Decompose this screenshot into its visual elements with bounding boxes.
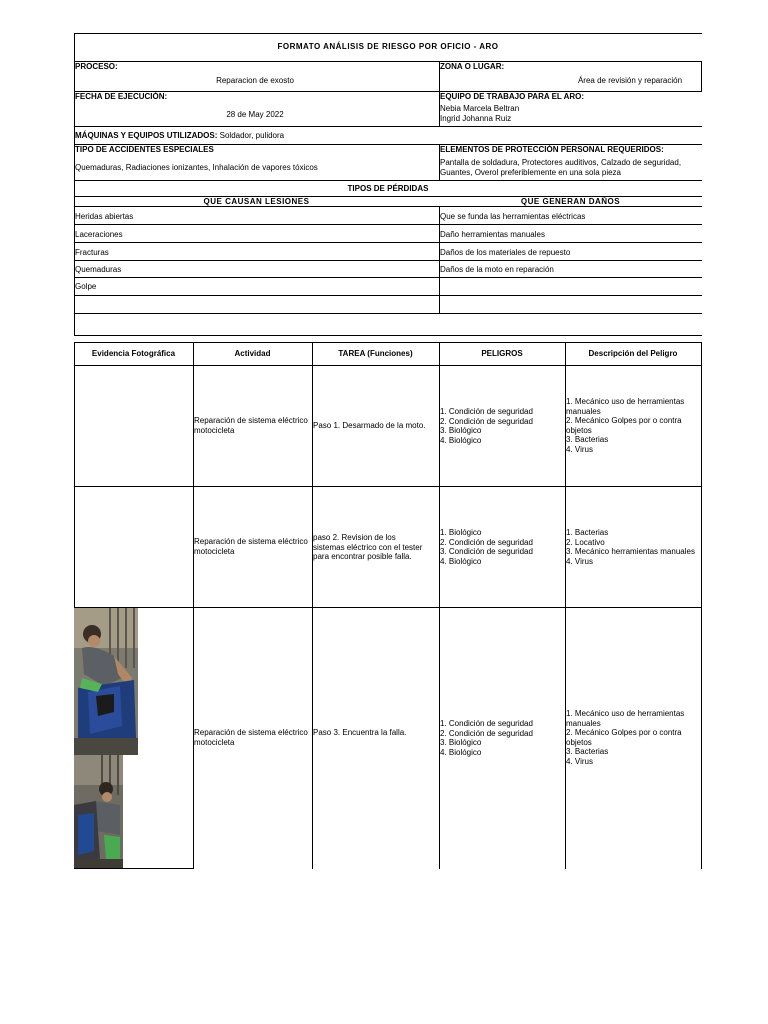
- border: [74, 868, 194, 869]
- peligros-cell: [440, 528, 564, 566]
- lesion-item: Laceraciones: [75, 230, 123, 239]
- peligro-item: 2. Condición de seguridad: [440, 537, 533, 547]
- peligro-item: 1. Condición de seguridad: [440, 407, 533, 416]
- accidentes-label: TIPO DE ACCIDENTES ESPECIALES: [75, 145, 214, 154]
- descripcion-cell: [566, 709, 700, 766]
- equipo-member: Ingrid Johanna Ruiz: [440, 114, 512, 123]
- border: [74, 365, 702, 366]
- evidence-photo: [74, 608, 138, 755]
- maquinas-row: [75, 131, 284, 140]
- dano-item: Daños de la moto en reparación: [440, 265, 554, 274]
- actividad-cell: Reparación de sistema eléctrico motocicleta: [194, 416, 308, 435]
- header-peligros: PELIGROS: [481, 349, 523, 358]
- peligros-cell: [440, 407, 564, 445]
- peligro-item: 4. Biológico: [440, 556, 482, 566]
- border: [74, 260, 702, 261]
- descripcion-item: 3. Bacterias: [566, 747, 609, 756]
- descripcion-cell: [566, 528, 701, 566]
- zona-label: ZONA O LUGAR:: [440, 62, 505, 71]
- perdidas-title: TIPOS DE PÉRDIDAS: [347, 184, 429, 193]
- descripcion-item: 2. Locativo: [566, 537, 605, 547]
- descripcion-item: 4. Virus: [566, 444, 593, 454]
- descripcion-item: 1. Bacterias: [566, 528, 609, 537]
- border: [74, 206, 702, 207]
- form-title: FORMATO ANÁLISIS DE RIESGO POR OFICIO - ARO: [277, 42, 499, 51]
- border: [74, 180, 702, 181]
- border: [701, 61, 702, 91]
- border: [74, 335, 702, 336]
- descripcion-item: 2. Mecánico Golpes por o contra objetos: [566, 416, 682, 435]
- border: [701, 342, 702, 869]
- maquinas-label: MÁQUINAS Y EQUIPOS UTILIZADOS:: [75, 131, 218, 140]
- dano-item: Daños de los materiales de repuesto: [440, 248, 571, 257]
- border: [74, 607, 702, 608]
- lesion-item: Heridas abiertas: [75, 212, 134, 221]
- actividad-cell: Reparación de sistema eléctrico motocicleta: [194, 537, 308, 556]
- descripcion-item: 3. Mecánico herramientas manuales: [566, 547, 695, 556]
- tarea-cell: Paso 1. Desarmado de la moto.: [313, 421, 426, 430]
- zona-value: Área de revisión y reparación: [577, 76, 683, 85]
- equipo-label: EQUIPO DE TRABAJO PARA EL ARO:: [440, 92, 585, 101]
- header-actividad: Actividad: [234, 349, 271, 358]
- border: [74, 313, 702, 314]
- border: [74, 126, 702, 127]
- peligro-item: 4. Biológico: [440, 435, 482, 445]
- header-evidencia: Evidencia Fotográfica: [91, 349, 176, 358]
- lesiones-header: QUE CAUSAN LESIONES: [203, 197, 310, 206]
- peligro-item: 4. Biológico: [440, 747, 482, 757]
- descripcion-item: 1. Mecánico uso de herramientas manuales: [566, 397, 685, 416]
- border: [74, 91, 702, 92]
- actividad-cell: Reparación de sistema eléctrico motocicleta: [194, 728, 308, 747]
- header-descripcion: Descripción del Peligro: [588, 349, 678, 358]
- evidence-photo: [74, 755, 123, 868]
- danos-header: QUE GENERAN DAÑOS: [520, 197, 621, 206]
- border: [74, 242, 702, 243]
- peligro-item: 2. Condición de seguridad: [440, 416, 533, 426]
- lesion-item: Fracturas: [75, 248, 109, 257]
- header-tarea: TAREA (Funciones): [338, 349, 413, 358]
- descripcion-item: 1. Mecánico uso de herramientas manuales: [566, 709, 685, 728]
- border: [74, 277, 702, 278]
- lesion-item: Quemaduras: [75, 265, 122, 274]
- epp-label: ELEMENTOS DE PROTECCIÓN PERSONAL REQUERIDOS:: [440, 145, 664, 154]
- peligro-item: 3. Biológico: [440, 738, 482, 747]
- descripcion-item: 2. Mecánico Golpes por o contra objetos: [566, 728, 682, 747]
- fecha-label: FECHA DE EJECUCIÓN:: [75, 92, 168, 101]
- accidentes-value: Quemaduras, Radiaciones ionizantes, Inhalación de vapores tóxicos: [75, 163, 318, 172]
- border: [74, 61, 702, 62]
- lesion-item: Golpe: [75, 282, 97, 291]
- border: [74, 486, 702, 487]
- peligro-item: 1. Condición de seguridad: [440, 719, 533, 728]
- fecha-value: 28 de May 2022: [226, 110, 284, 119]
- descripcion-item: 4. Virus: [566, 756, 593, 766]
- epp-value: Pantalla de soldadura, Protectores auditivos, Calzado de seguridad, Guantes, Overol preferiblemente en una sola pieza: [440, 158, 682, 177]
- border: [74, 342, 702, 343]
- peligros-cell: [440, 719, 564, 757]
- peligro-item: 2. Condición de seguridad: [440, 728, 533, 738]
- border: [74, 33, 702, 34]
- tarea-cell: paso 2. Revision de los sistemas eléctrico con el tester para encontrar posible falla.: [313, 533, 423, 561]
- peligro-item: 3. Biológico: [440, 426, 482, 435]
- peligro-item: 3. Condición de seguridad: [440, 547, 533, 556]
- border: [74, 295, 702, 296]
- dano-item: Daño herramientas manuales: [440, 230, 545, 239]
- border: [74, 224, 702, 225]
- proceso-value: Reparacion de exosto: [216, 76, 294, 85]
- tarea-cell: Paso 3. Encuentra la falla.: [313, 728, 407, 737]
- peligro-item: 1. Biológico: [440, 528, 482, 537]
- descripcion-item: 3. Bacterias: [566, 435, 609, 444]
- descripcion-cell: [566, 397, 700, 454]
- maquinas-value: Soldador, pulidora: [219, 131, 285, 140]
- dano-item: Que se funda las herramientas eléctricas: [440, 212, 586, 221]
- descripcion-item: 4. Virus: [566, 556, 593, 566]
- mechanic-photo-icon: [74, 608, 138, 755]
- equipo-member: Nebia Marcela Beltran: [440, 104, 520, 113]
- proceso-label: PROCESO:: [75, 62, 118, 71]
- mechanic-photo-icon: [74, 755, 123, 868]
